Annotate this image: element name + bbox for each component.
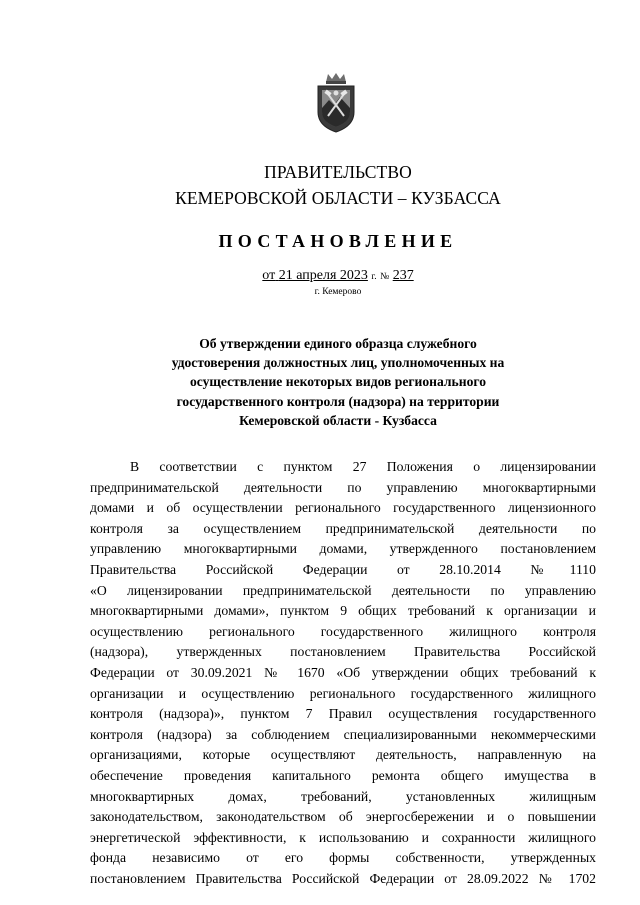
document-type-heading: ПОСТАНОВЛЕНИЕ [218, 231, 458, 251]
decree-number: 237 [392, 268, 414, 283]
body-line: Правительства Российской Федерации от 28.10.2014 №1110 [90, 561, 596, 577]
body-line: Федерации от 30.09.2021 № 1670 «Об утверждении общих требований к [90, 664, 596, 680]
document-title [18, 334, 640, 430]
body-line: предпринимательской деятельности по управлению многоквартирными [90, 479, 596, 495]
body-line: контроля за осуществлением предпринимательской деятельности по [90, 520, 596, 536]
body-line: организациями, которые осуществляют деятельность, направленную на [90, 747, 596, 763]
body-line: многоквартирных домах, требований, установленных жилищным [90, 788, 596, 804]
number-sign: № [380, 272, 390, 282]
body-line: «О лицензировании предпринимательской деятельности по управлению [90, 582, 596, 598]
body-line: контроля (надзора) за соблюдением специализированными некоммерческими [90, 726, 596, 742]
decree-date: 21 апреля 2023 [278, 268, 368, 283]
body-line: (надзора), утвержденных постановлением Правительства Российской [90, 644, 596, 660]
government-name-line-2: КЕМЕРОВСКОЙ ОБЛАСТИ – КУЗБАССА [175, 188, 501, 208]
decree-date-number [18, 268, 640, 284]
body-line: энергетической эффективности, к использованию и сохранности жилищного [90, 829, 596, 845]
body-line: фонда независимо от его формы собственности, утвержденных [90, 850, 596, 866]
coat-of-arms-icon [314, 72, 358, 134]
body-line: многоквартирными домами», пунктом 9 общих требований к организации и [90, 603, 596, 619]
year-suffix: г. [371, 272, 377, 282]
title-line: государственного контроля (надзора) на территории [176, 393, 500, 409]
body-line: осуществлению регионального государственного жилищного контроля [90, 623, 596, 639]
date-prefix: от [262, 268, 276, 283]
body-line: организации и осуществлению регионального государственного жилищного [90, 685, 596, 701]
body-line: обеспечение проведения капитального ремонта общего имущества в [90, 767, 596, 783]
title-line: Кемеровской области - Кузбасса [239, 412, 437, 428]
body-line: В соответствии с пунктом 27 Положения о лицензировании [130, 459, 596, 474]
body-line: контроля (надзора)», пунктом 7 Правил осуществления государственного [90, 706, 596, 722]
document-body [90, 457, 596, 889]
body-line: домами и об осуществлении регионального государственного лицензионного [90, 500, 596, 516]
body-line: постановлением Правительства Российской Федерации от 28.09.2022 № 1702 [90, 870, 596, 886]
body-line: законодательством, законодательством об энергосбережении и о повышении [90, 809, 596, 825]
title-line: удостоверения должностных лиц, уполномоченных на [171, 355, 505, 371]
title-line: осуществление некоторых видов регионального [189, 374, 487, 390]
body-line: управлению многоквартирными домами, утвержденного постановлением [90, 541, 596, 557]
title-line: Об утверждении единого образца служебного [199, 336, 477, 351]
government-name-line-1: ПРАВИТЕЛЬСТВО [264, 162, 412, 182]
city-label: г. Кемерово [314, 287, 362, 297]
